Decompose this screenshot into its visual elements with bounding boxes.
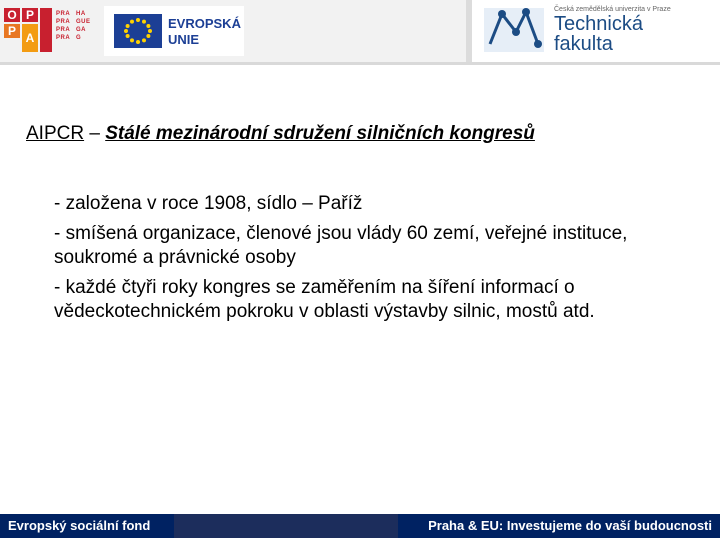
tf-university-name: Česká zemědělská univerzita v Praze xyxy=(554,6,671,13)
oppa-text-4: PRA xyxy=(56,35,71,41)
footer-middle-bar xyxy=(174,514,398,538)
oppa-text-8: G xyxy=(76,35,82,41)
tf-line1: Technická xyxy=(554,13,643,35)
title-full-name: Stálé mezinárodní sdružení silničních kongresů xyxy=(105,123,535,144)
oppa-text-2: PRA xyxy=(56,19,71,25)
eu-text xyxy=(168,16,241,48)
title-abbreviation: AIPCR xyxy=(26,123,85,144)
footer xyxy=(0,506,720,540)
header xyxy=(0,0,720,66)
eu-flag-icon xyxy=(114,14,162,48)
tf-emblem-icon xyxy=(482,4,546,56)
footer-left-text: Evropský sociální fond xyxy=(0,514,174,538)
bullet-list xyxy=(54,192,704,330)
oppa-text-7: GA xyxy=(76,27,86,33)
oppa-bar xyxy=(40,8,52,52)
bullet-item: - smíšená organizace, členové jsou vlády 60 zemí, veřejné instituce, soukromé a právnické osoby xyxy=(54,223,628,268)
header-bottom-line xyxy=(0,62,720,65)
oppa-logo xyxy=(4,8,104,52)
eu-logo xyxy=(104,6,244,56)
tf-line2: fakulta xyxy=(554,33,613,55)
oppa-text-1: PRA xyxy=(56,11,71,17)
title-dash: – xyxy=(84,123,106,144)
oppa-text-5: HA xyxy=(76,11,86,17)
footer-right-text: Praha & EU: Investujeme do vaší budoucnosti xyxy=(398,514,720,538)
eu-line2: UNIE xyxy=(168,32,200,47)
oppa-letter-a: A xyxy=(22,24,38,52)
oppa-text-col2 xyxy=(76,10,91,42)
oppa-text-col1 xyxy=(56,10,70,42)
oppa-letter-o: O xyxy=(4,8,20,22)
bullet-item: - založena v roce 1908, sídlo – Paříž xyxy=(54,193,363,214)
tf-title xyxy=(554,14,643,54)
oppa-text-6: GUE xyxy=(76,19,91,25)
oppa-letter-p: P xyxy=(22,8,38,22)
eu-line1: EVROPSKÁ xyxy=(168,16,241,31)
bullet-item: - každé čtyři roky kongres se zaměřením na šíření informací o vědeckotechnickém pokroku v oblasti výstavby silnic, mostů atd. xyxy=(54,277,595,322)
oppa-text-3: PRA xyxy=(56,27,71,33)
oppa-letter-p2: P xyxy=(4,24,20,38)
slide-title xyxy=(26,122,535,146)
